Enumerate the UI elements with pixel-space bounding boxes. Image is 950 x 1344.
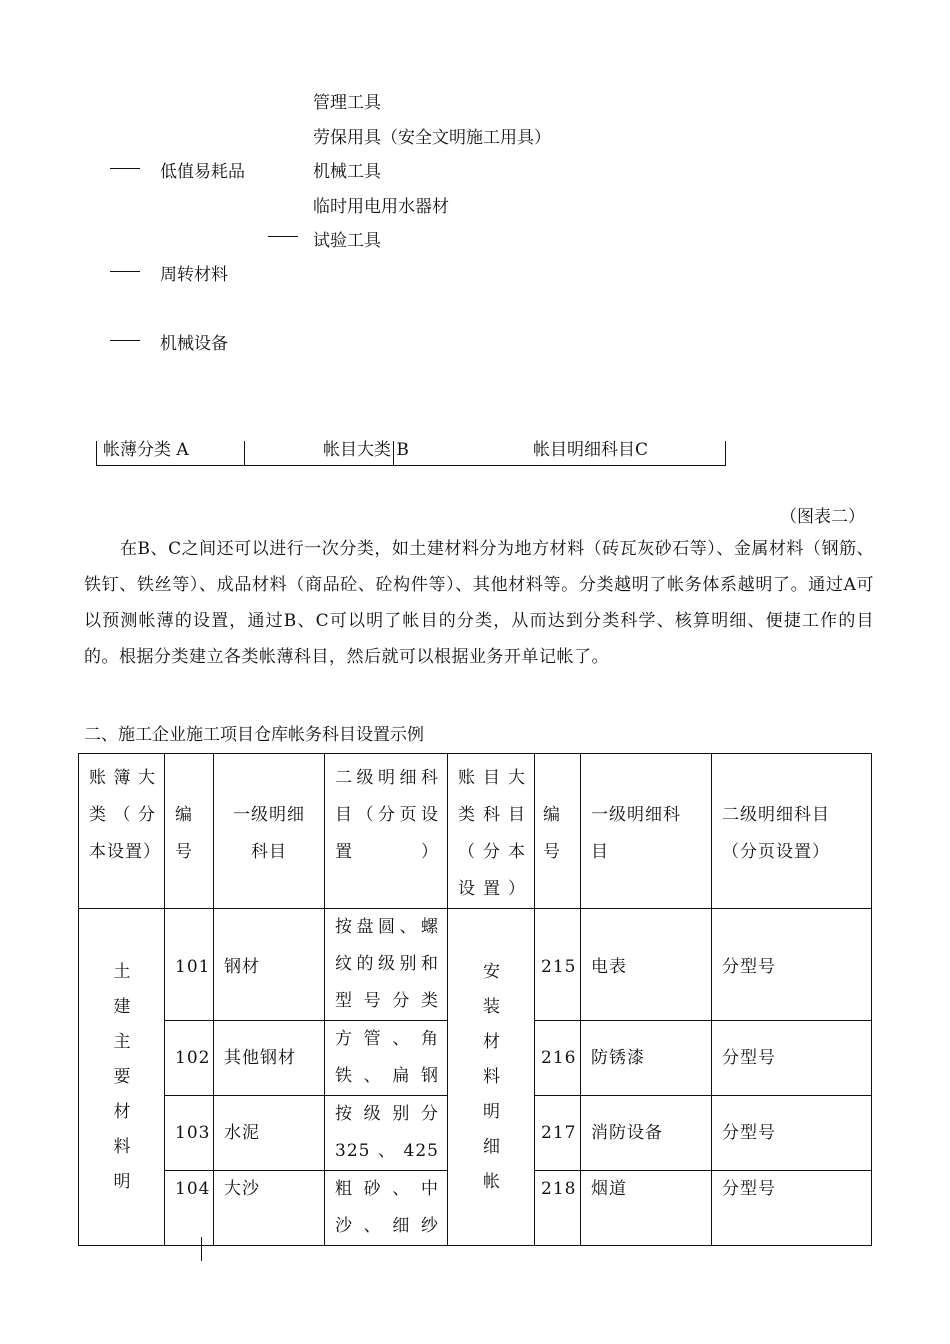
row3-item-right: 消防设备 bbox=[581, 1096, 712, 1171]
axis-tick-c bbox=[725, 441, 726, 466]
low-value-item-4: 临时用电用水器材 bbox=[313, 197, 449, 217]
row1-detail-right: 分型号 bbox=[712, 909, 872, 1021]
row2-detail-left: 方管、角铁、扁钢 bbox=[325, 1021, 448, 1096]
axis-label-a: 帐薄分类 A bbox=[103, 440, 189, 460]
row4-detail-right: 分型号 bbox=[712, 1171, 872, 1246]
axis-line bbox=[96, 465, 726, 466]
axis-label-c: 帐目明细科目C bbox=[533, 440, 649, 460]
cursor-mark bbox=[201, 1237, 202, 1261]
row4-detail-left: 粗砂、中沙、细纱 bbox=[325, 1171, 448, 1246]
header-level2-left: 二级明细科目（分页设置） bbox=[325, 754, 448, 909]
axis-tick-ab bbox=[244, 441, 245, 466]
axis-label-b: 帐目大类 B bbox=[323, 440, 409, 460]
low-value-item-5: 试验工具 bbox=[313, 231, 381, 251]
row1-item-left: 钢材 bbox=[214, 909, 325, 1021]
axis-tick-a bbox=[96, 441, 97, 466]
row2-item-left: 其他钢材 bbox=[214, 1021, 325, 1096]
header-level1-left: 一级明细科目 bbox=[214, 754, 325, 909]
low-value-item-3: 机械工具 bbox=[313, 162, 381, 182]
figure-caption: （图表二） bbox=[780, 507, 865, 527]
row2-number-right: 216 bbox=[535, 1021, 581, 1096]
table-row bbox=[79, 909, 872, 1021]
right-category-cell bbox=[448, 909, 535, 1246]
branch-dash-revolving bbox=[110, 271, 140, 272]
branch-dash-test-tools bbox=[268, 236, 298, 237]
revolving-label: 周转材料 bbox=[160, 265, 228, 285]
header-level2-right: 二级明细科目（分页设置） bbox=[712, 754, 872, 909]
row3-number-right: 217 bbox=[535, 1096, 581, 1171]
row4-item-left: 大沙 bbox=[214, 1171, 325, 1246]
row2-item-right: 防锈漆 bbox=[581, 1021, 712, 1096]
body-paragraph bbox=[84, 531, 874, 675]
branch-dash-low-value bbox=[110, 168, 140, 169]
row4-number-left: 104 bbox=[165, 1171, 214, 1246]
header-level1-right: 一级明细科目 bbox=[581, 754, 712, 909]
machinery-label: 机械设备 bbox=[160, 334, 228, 354]
low-value-label: 低值易耗品 bbox=[160, 162, 245, 182]
row1-number-left: 101 bbox=[165, 909, 214, 1021]
section-title: 二、施工企业施工项目仓库帐务科目设置示例 bbox=[84, 725, 424, 745]
left-category-text: 土建主要材料明 bbox=[113, 961, 132, 1192]
branch-dash-machinery bbox=[110, 340, 140, 341]
row2-detail-right: 分型号 bbox=[712, 1021, 872, 1096]
left-category-cell bbox=[79, 909, 165, 1246]
row4-number-right: 218 bbox=[535, 1171, 581, 1246]
header-account-category: 账目大类科目（分本设置） bbox=[448, 754, 535, 909]
row1-item-right: 电表 bbox=[581, 909, 712, 1021]
header-number-left: 编号 bbox=[165, 754, 214, 909]
row3-number-left: 103 bbox=[165, 1096, 214, 1171]
row1-detail-left: 按盘圆、螺纹的级别和型号分类 bbox=[325, 909, 448, 1021]
ledger-table bbox=[78, 753, 872, 1246]
row2-number-left: 102 bbox=[165, 1021, 214, 1096]
right-category-text: 安装材料明细帐 bbox=[483, 961, 501, 1192]
row3-detail-right: 分型号 bbox=[712, 1096, 872, 1171]
table-header-row bbox=[79, 754, 872, 909]
row3-item-left: 水泥 bbox=[214, 1096, 325, 1171]
header-ledger-category: 账簿大类（分本设置） bbox=[79, 754, 165, 909]
body-paragraph-text: 在B、C之间还可以进行一次分类，如土建材料分为地方材料（砖瓦灰砂石等）、金属材料（钢筋、铁钉、铁丝等）、成品材料（商品砼、砼构件等）、其他材料等。分类越明了帐务体系越明了。通过A可以预测帐薄的设置，通过B、C可以明了帐目的分类，从而达到分类科学、核算明细、便捷工作的目的。根据分类建立各类帐薄科目，然后就可以根据业务开单记帐了。 bbox=[84, 539, 874, 667]
row3-detail-left: 按级别分325、425 bbox=[325, 1096, 448, 1171]
low-value-item-1: 管理工具 bbox=[313, 93, 381, 113]
header-number-right: 编号 bbox=[535, 754, 581, 909]
low-value-item-2: 劳保用具（安全文明施工用具） bbox=[313, 128, 551, 148]
row4-item-right: 烟道 bbox=[581, 1171, 712, 1246]
row1-number-right: 215 bbox=[535, 909, 581, 1021]
